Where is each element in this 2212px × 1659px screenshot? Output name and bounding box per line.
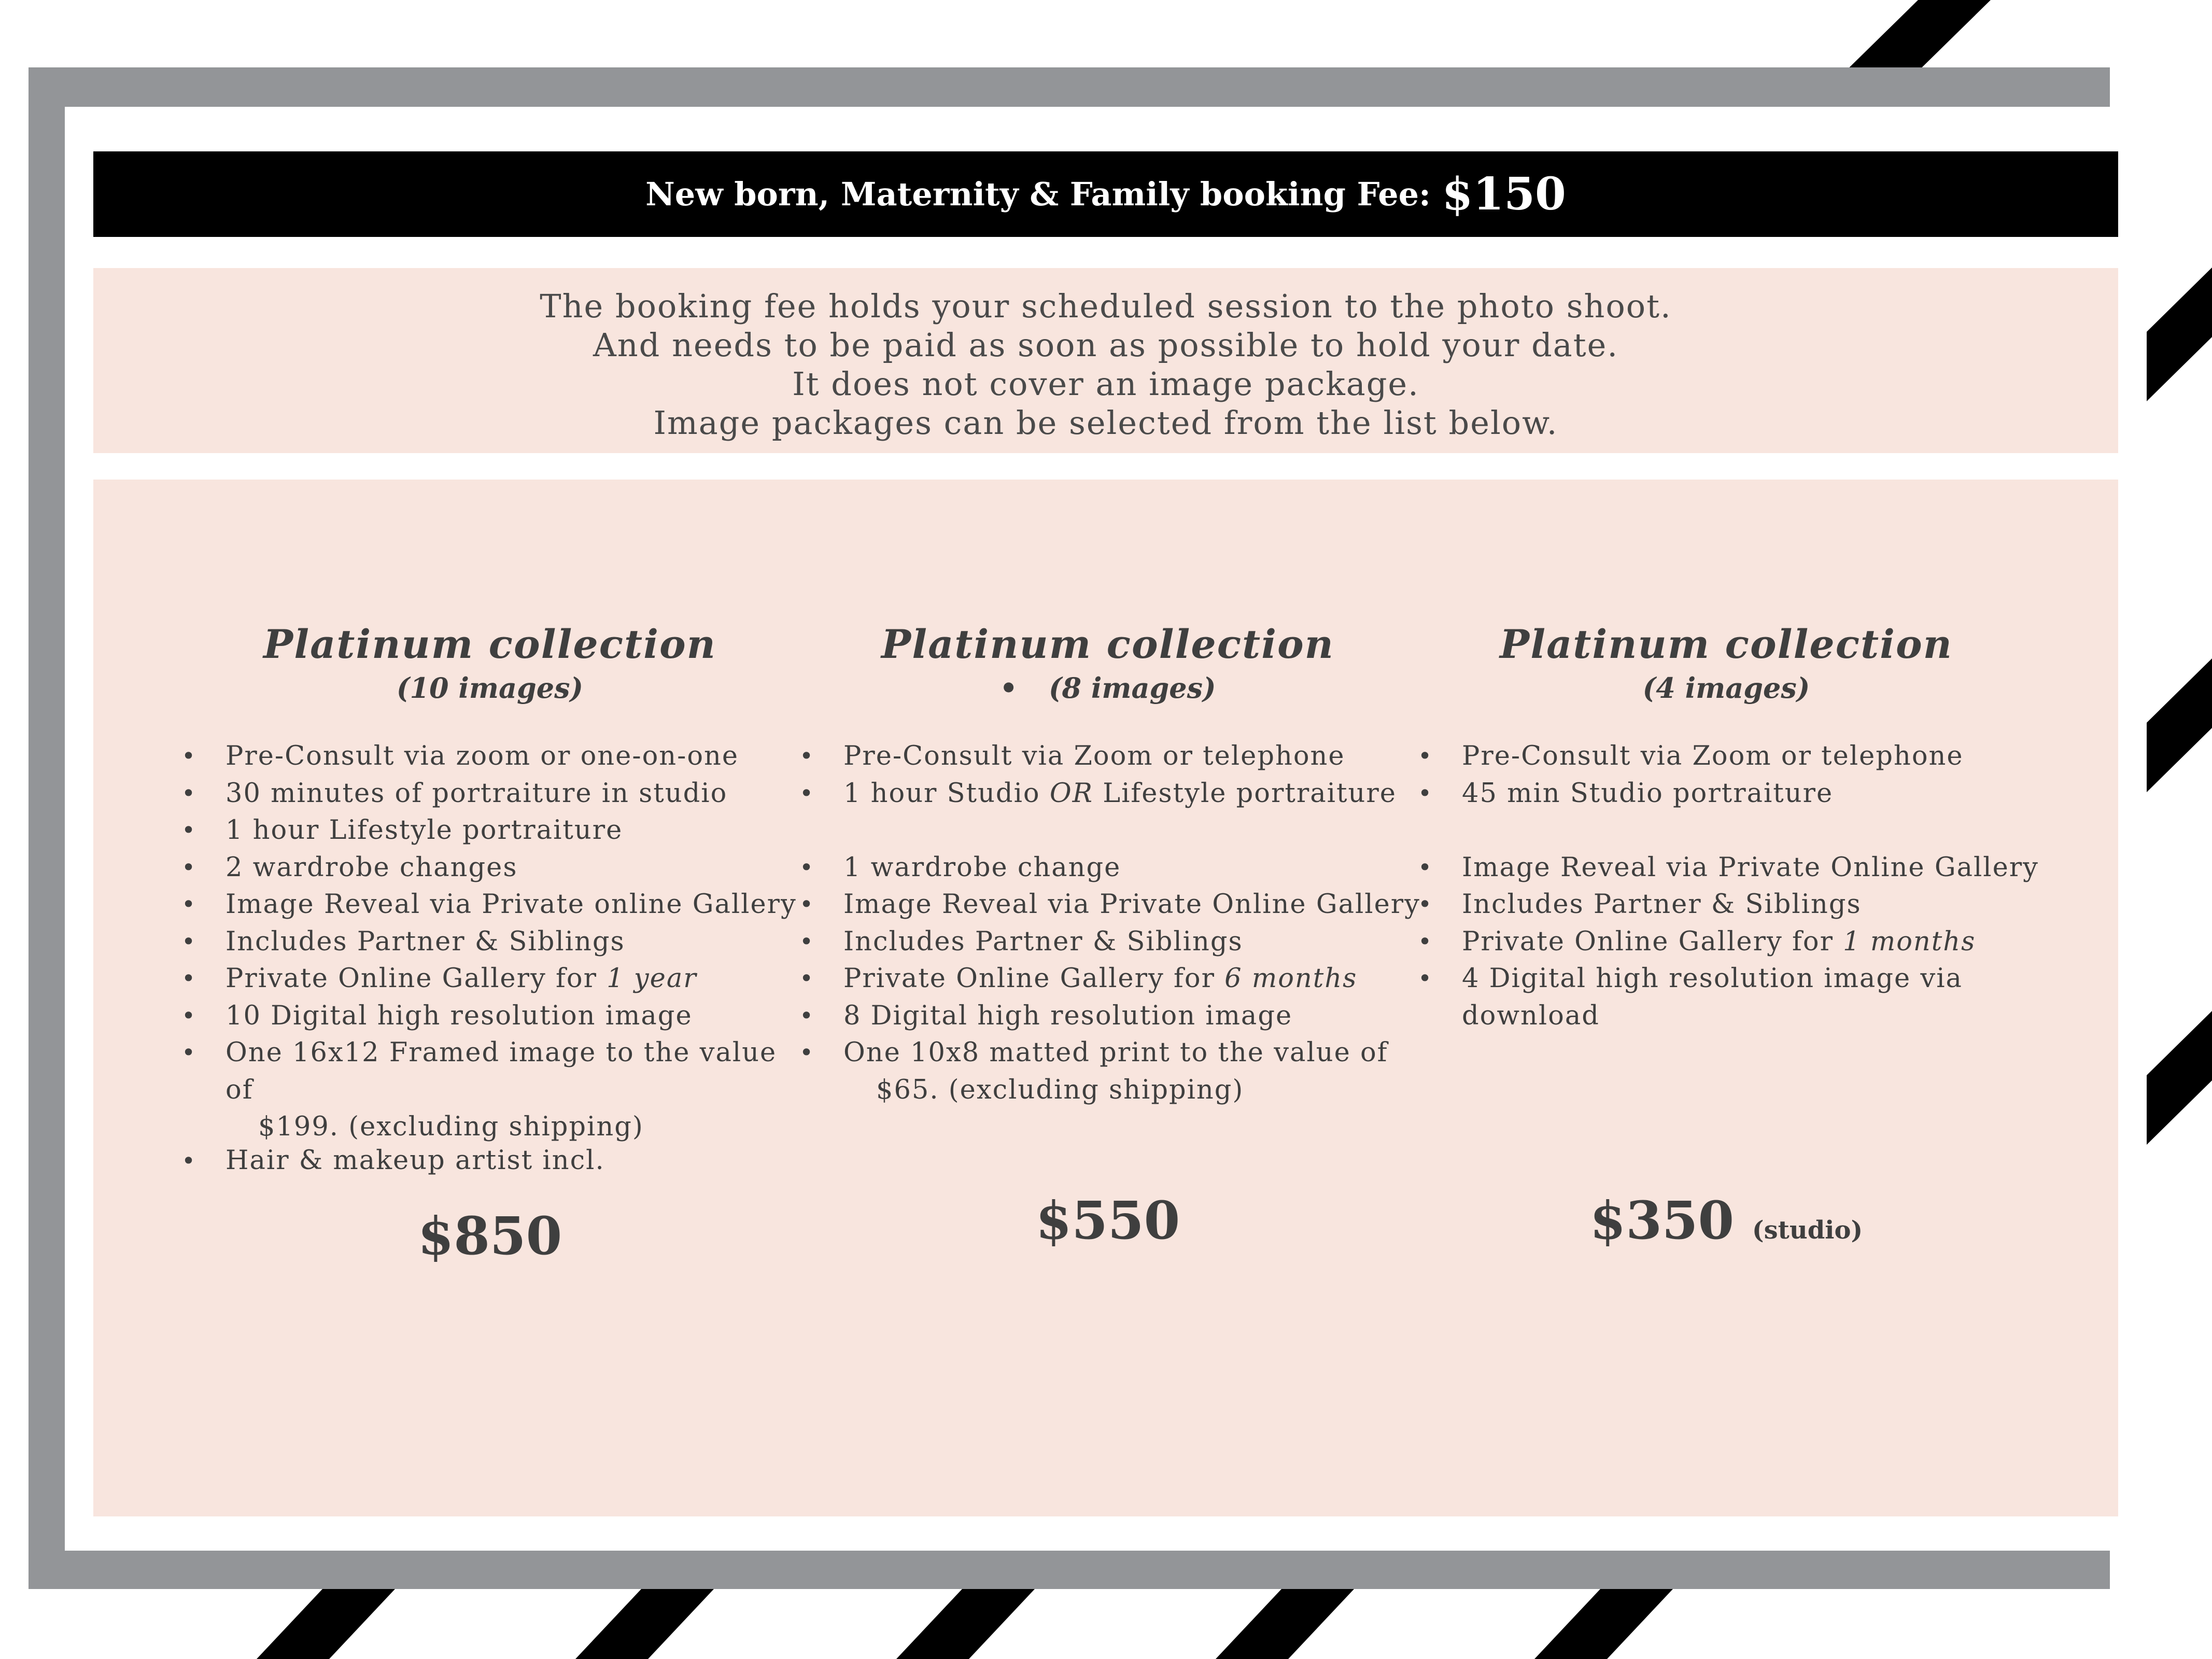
- package-subtitle-wrap: [799, 669, 1416, 708]
- packages-panel: [93, 480, 2118, 1516]
- list-spacer: [799, 812, 1416, 849]
- list-item-continuation: $65. (excluding shipping): [876, 1074, 1244, 1105]
- booking-fee-amount: $150: [1442, 168, 1566, 220]
- list-item: • 30 minutes of portraiture in studio: [181, 775, 798, 812]
- package-subtitle: (4 images): [1642, 671, 1810, 705]
- list-item: [799, 960, 1416, 997]
- list-item: • 45 min Studio portraiture: [1418, 775, 2035, 812]
- booking-fee-title: New born, Maternity & Family booking Fee:: [645, 175, 1431, 213]
- stripe-bottom-2: [575, 1589, 714, 1659]
- package-column-2: [799, 620, 1420, 1108]
- list-item: • Image Reveal via Private online Gallery: [181, 886, 798, 923]
- package-title: Platinum collection: [1500, 621, 1953, 667]
- notice-line: The booking fee holds your scheduled session to the photo shoot.: [540, 287, 1672, 325]
- list-item-text: 1 hour Studio: [843, 778, 1040, 809]
- stripe-right-1: [2147, 268, 2212, 401]
- list-item: • Image Reveal via Private Online Gallery: [799, 886, 1416, 923]
- price-value: $550: [1035, 1190, 1180, 1251]
- list-item: • Includes Partner & Siblings: [1418, 886, 2035, 923]
- list-item: • Hair & makeup artist incl.: [181, 1146, 798, 1176]
- list-item-text: Private Online Gallery for: [1462, 926, 1834, 957]
- package-column-3: [1418, 620, 2039, 1034]
- list-item: • 10 Digital high resolution image: [181, 997, 798, 1035]
- package-subtitle: (10 images): [396, 671, 584, 705]
- booking-fee-notice: [93, 268, 2118, 453]
- package-feature-list: [181, 738, 798, 1176]
- list-item: • Image Reveal via Private Online Gallery: [1418, 849, 2035, 887]
- list-item: • Pre-Consult via Zoom or telephone: [1418, 738, 2035, 775]
- package-title: Platinum collection: [263, 621, 716, 667]
- list-item: • 2 wardrobe changes: [181, 849, 798, 887]
- stripe-right-2: [2147, 658, 2212, 792]
- list-item-text: 4 Digital high resolution image via: [1462, 963, 1963, 994]
- price-note: (studio): [1752, 1216, 1863, 1245]
- list-item: [181, 960, 798, 997]
- stripe-bottom-5: [1534, 1589, 1673, 1659]
- list-item: • 8 Digital high resolution image: [799, 997, 1416, 1035]
- list-item-text: One 10x8 matted print to the value of: [843, 1037, 1388, 1068]
- gallery-duration: 6 months: [1224, 963, 1358, 994]
- list-item: • 1 wardrobe change: [799, 849, 1416, 887]
- gallery-duration: 1 months: [1843, 926, 1976, 957]
- list-item: [181, 1034, 798, 1146]
- list-item: [799, 775, 1416, 812]
- list-item-continuation: $199. (excluding shipping): [258, 1112, 644, 1142]
- stripe-bottom-4: [1216, 1589, 1354, 1659]
- package-price-1: [181, 1205, 798, 1267]
- list-item-text: Private Online Gallery for: [843, 963, 1215, 994]
- list-item: • Includes Partner & Siblings: [799, 923, 1416, 961]
- or-word: OR: [1049, 778, 1094, 809]
- price-value: $350: [1589, 1190, 1735, 1251]
- package-column-1: [181, 620, 798, 1176]
- notice-line: It does not cover an image package.: [792, 365, 1419, 403]
- list-item: [1418, 923, 2035, 961]
- list-item: • Pre-Consult via zoom or one-on-one: [181, 738, 798, 775]
- notice-line: Image packages can be selected from the list below.: [653, 404, 1558, 442]
- package-feature-list: [1418, 738, 2039, 1034]
- list-spacer: [1418, 812, 2035, 849]
- gallery-duration: 1 year: [607, 963, 697, 994]
- list-item: • 1 hour Lifestyle portraiture: [181, 812, 798, 849]
- package-price-3: [1418, 1190, 2035, 1251]
- list-item-text: One 16x12 Framed image to the value of: [226, 1037, 777, 1105]
- stripe-bottom-3: [896, 1589, 1035, 1659]
- bullet-icon: •: [999, 671, 1018, 705]
- stripe-bottom-1: [257, 1589, 395, 1659]
- list-item: [799, 1034, 1416, 1108]
- notice-line: And needs to be paid as soon as possible to hold your date.: [593, 326, 1619, 364]
- package-title: Platinum collection: [881, 621, 1334, 667]
- list-item: [1418, 960, 2035, 1034]
- stripe-right-3: [2147, 1011, 2212, 1145]
- package-subtitle: (8 images): [1048, 671, 1216, 705]
- list-item-text: Private Online Gallery for: [226, 963, 597, 994]
- booking-fee-banner: [93, 151, 2118, 237]
- list-item-continuation: download: [1462, 1000, 1600, 1031]
- price-value: $850: [417, 1205, 562, 1267]
- package-price-2: [799, 1190, 1416, 1251]
- list-item: • Pre-Consult via Zoom or telephone: [799, 738, 1416, 775]
- list-item: • Includes Partner & Siblings: [181, 923, 798, 961]
- list-item-text: Lifestyle portraiture: [1093, 778, 1397, 809]
- package-feature-list: [799, 738, 1420, 1108]
